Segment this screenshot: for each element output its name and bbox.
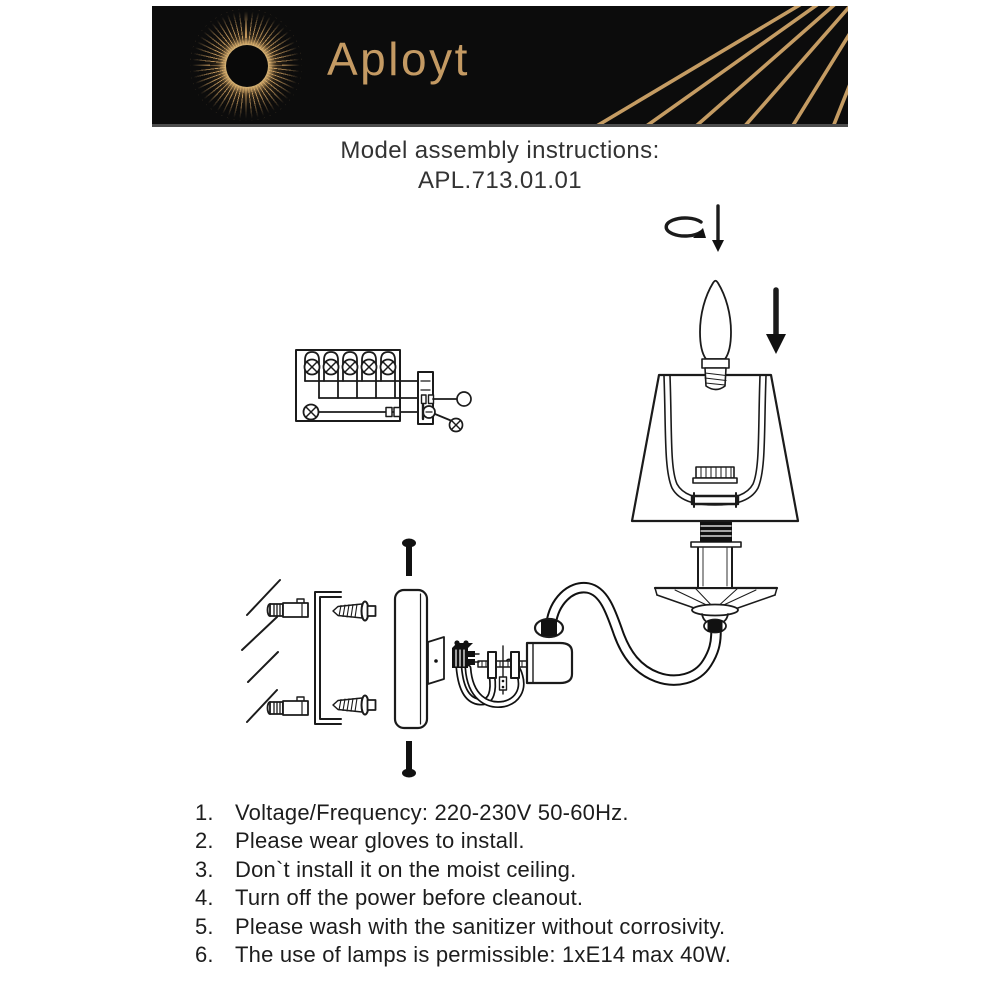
socket bbox=[691, 521, 741, 547]
item-number: 3. bbox=[195, 856, 214, 882]
mounting-screw-top bbox=[333, 602, 376, 621]
candle-sleeve bbox=[698, 546, 732, 588]
instruction-item bbox=[195, 884, 731, 912]
insertion-arrow-icon bbox=[766, 290, 786, 354]
instruction-item bbox=[195, 913, 731, 941]
item-number: 2. bbox=[195, 828, 214, 854]
bobeche bbox=[655, 588, 777, 624]
title-line: Model assembly instructions: bbox=[340, 137, 660, 164]
instruction-item bbox=[195, 941, 731, 969]
fixing-screw-bottom bbox=[402, 741, 416, 778]
instruction-item bbox=[195, 799, 731, 827]
lamp-symbols bbox=[305, 360, 396, 375]
wiring-schematic bbox=[296, 350, 471, 432]
brand-logo-text: Aployt bbox=[327, 33, 470, 85]
rotation-arrow-icon bbox=[666, 206, 724, 252]
item-text: The use of lamps is permissible: 1xE14 max 40W. bbox=[235, 942, 732, 968]
terminal-block bbox=[452, 640, 479, 668]
frame-clamp bbox=[692, 493, 738, 507]
item-text: Voltage/Frequency: 220-230V 50-60Hz. bbox=[235, 800, 629, 825]
item-text: Please wear gloves to install. bbox=[235, 828, 525, 854]
backplate bbox=[395, 590, 427, 728]
lamp-arm bbox=[551, 588, 716, 680]
instruction-item bbox=[195, 856, 731, 884]
wall-hatching bbox=[242, 580, 280, 722]
lampshade bbox=[632, 375, 798, 521]
instruction-list bbox=[195, 799, 731, 969]
canopy bbox=[527, 643, 572, 683]
mounting-screw-bottom bbox=[333, 696, 376, 715]
item-number: 1. bbox=[195, 800, 214, 825]
model-number: APL.713.01.01 bbox=[417, 167, 582, 194]
item-number: 6. bbox=[195, 942, 214, 968]
wall-anchor-bottom bbox=[268, 697, 309, 715]
candle-bulb bbox=[700, 281, 731, 390]
bobeche-collar bbox=[704, 620, 726, 633]
bulb-screw-base bbox=[705, 368, 726, 390]
item-number: 4. bbox=[195, 885, 214, 911]
fixing-screw-top bbox=[402, 539, 416, 577]
shade-ring-nut bbox=[693, 467, 737, 483]
item-text: Turn off the power before cleanout. bbox=[235, 885, 584, 911]
item-text: Please wash with the sanitizer without corrosivity. bbox=[235, 913, 726, 939]
instruction-item bbox=[195, 827, 731, 855]
item-number: 5. bbox=[195, 913, 214, 939]
arm-collar-ring bbox=[535, 619, 563, 637]
item-text: Don`t install it on the moist ceiling. bbox=[235, 856, 577, 882]
mounting-plate bbox=[428, 637, 444, 684]
wall-anchor-top bbox=[268, 599, 309, 617]
